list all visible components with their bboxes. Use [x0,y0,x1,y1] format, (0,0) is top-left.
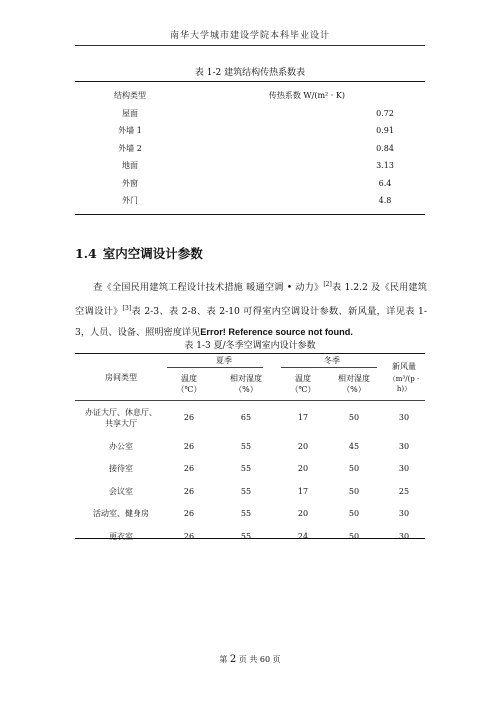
summer-rh: 55 [240,464,252,474]
row-name: 外墙 2 [118,143,142,153]
col-summer: 夏季 [216,356,232,365]
table-row [75,122,425,140]
winter-temp: 20 [297,509,309,519]
summer-temp: 26 [183,531,195,541]
room-name: 接待室 [109,464,133,474]
winter-temp: 17 [297,486,309,496]
room-name-line2: 共享大厅 [105,418,137,428]
fresh-air-value: 30 [398,413,410,422]
winter-temp: 20 [297,464,309,474]
row-value: 0.91 [376,126,394,136]
fresh-air-value: 30 [398,531,410,541]
winter-rh: 50 [348,413,360,422]
room-name-line1: 办证大厅、休息厅、 [85,407,157,417]
fresh-air-value: 30 [398,441,410,451]
summer-rh: 55 [240,531,252,541]
col-fresh-air [383,354,425,400]
winter-temp: 17 [297,413,309,422]
table-row [75,400,425,435]
page-header: 南华大学城市建设学院本科毕业设计 [169,31,330,41]
winter-temp: 20 [297,441,309,451]
table-row [75,503,425,526]
row-value: 4.8 [378,196,392,206]
room-name: 办公室 [109,441,133,451]
fresh-air-value: 30 [398,509,410,519]
table-row [75,140,425,158]
temp-label: 温度 [295,373,311,383]
fresh-air-unit: （m³/(p · h)） [388,374,420,393]
table3-caption: 表 1-3 夏/冬季空调室内设计参数 [184,341,316,351]
table1-col-coefficient: 传热系数 W/(m² · K) [268,91,345,101]
table-row [75,157,425,175]
room-name: 活动室、健身房 [93,509,149,519]
table-row [75,480,425,503]
table-row [75,435,425,458]
row-name: 地面 [122,161,138,171]
summer-temp: 26 [183,509,195,519]
row-value: 6.4 [378,178,392,188]
temp-unit: （℃） [290,384,316,394]
table1-top-rule [75,81,425,82]
fresh-air-value: 30 [398,464,410,474]
page-suffix: 页 [272,655,281,664]
col-summer-rh [211,367,281,400]
body-paragraph [75,275,427,344]
table-row [75,105,425,123]
col-summer-temp [167,367,211,400]
summer-rh: 65 [240,413,252,422]
rh-unit: （%） [234,384,258,394]
winter-rh: 50 [348,531,360,541]
row-value: 3.13 [376,161,394,171]
total-pages: 60 [259,655,271,664]
table3-bottom-rule [75,538,425,539]
paragraph-text-3: 表 2-3、表 2-8、表 2-10 可得室内空调设计参数、新风量，详见表 1-3，人员、设备、照明密度详见 [75,305,427,339]
row-name: 外窗 [122,178,138,188]
summer-temp: 26 [183,413,195,422]
row-value: 0.84 [376,143,394,153]
fresh-air-value: 25 [398,486,410,496]
table-header-row [75,87,425,105]
summer-rh: 55 [240,509,252,519]
room-name: 会议室 [109,486,133,496]
col-winter-temp [281,367,325,400]
row-name: 外门 [122,196,138,206]
winter-rh: 45 [348,441,360,451]
reference-error: Error! Reference source not found. [200,327,353,338]
citation-2: [2] [323,281,332,288]
citation-3: [3] [122,304,132,312]
page-number [0,654,500,665]
summer-temp: 26 [183,441,195,451]
rh-label: 相对湿度 [230,373,262,383]
rh-unit: （%） [342,384,366,394]
indoor-design-table [75,354,425,548]
paragraph-text-1: 查《全国民用建筑工程设计技术措施 暖通空调 • 动力》 [93,282,324,294]
table1-col-structure: 结构类型 [114,91,146,101]
temp-unit: （℃） [176,384,202,394]
winter-rh: 50 [348,509,360,519]
table-row [75,175,425,193]
table-row [75,525,425,548]
col-room-type: 房间类型 [105,372,137,382]
summer-rh: 55 [240,441,252,451]
section-heading [75,244,203,262]
current-page: 2 [229,654,237,665]
col-winter-rh [325,367,383,400]
table-row [75,458,425,481]
table1-caption: 表 1-2 建筑结构传热系数表 [194,68,306,78]
heat-transfer-table [75,87,425,210]
summer-temp: 26 [183,464,195,474]
table-group-header-row [75,354,425,367]
summer-temp: 26 [183,486,195,496]
winter-temp: 24 [297,531,309,541]
header-rule [75,45,425,46]
table1-bottom-rule [75,214,425,215]
fresh-air-label: 新风量 [392,361,416,371]
page-prefix: 第 [219,655,228,664]
winter-rh: 50 [348,486,360,496]
col-winter: 冬季 [324,356,340,365]
row-value: 0.72 [376,108,394,118]
row-name: 外墙 1 [118,126,142,136]
section-title: 室内空调设计参数 [102,246,203,261]
summer-rh: 55 [240,486,252,496]
section-number: 1.4 [75,246,97,261]
room-name [75,400,167,435]
room-name: 更衣室 [109,531,133,541]
temp-label: 温度 [181,373,197,383]
table-row [75,192,425,210]
page-middle: 页 共 [238,655,258,664]
winter-rh: 50 [348,464,360,474]
rh-label: 相对湿度 [338,373,370,383]
row-name: 屋面 [122,108,138,118]
paragraph-text-2: 表 1.2.2 及《民用建筑空调设计》 [75,282,427,317]
